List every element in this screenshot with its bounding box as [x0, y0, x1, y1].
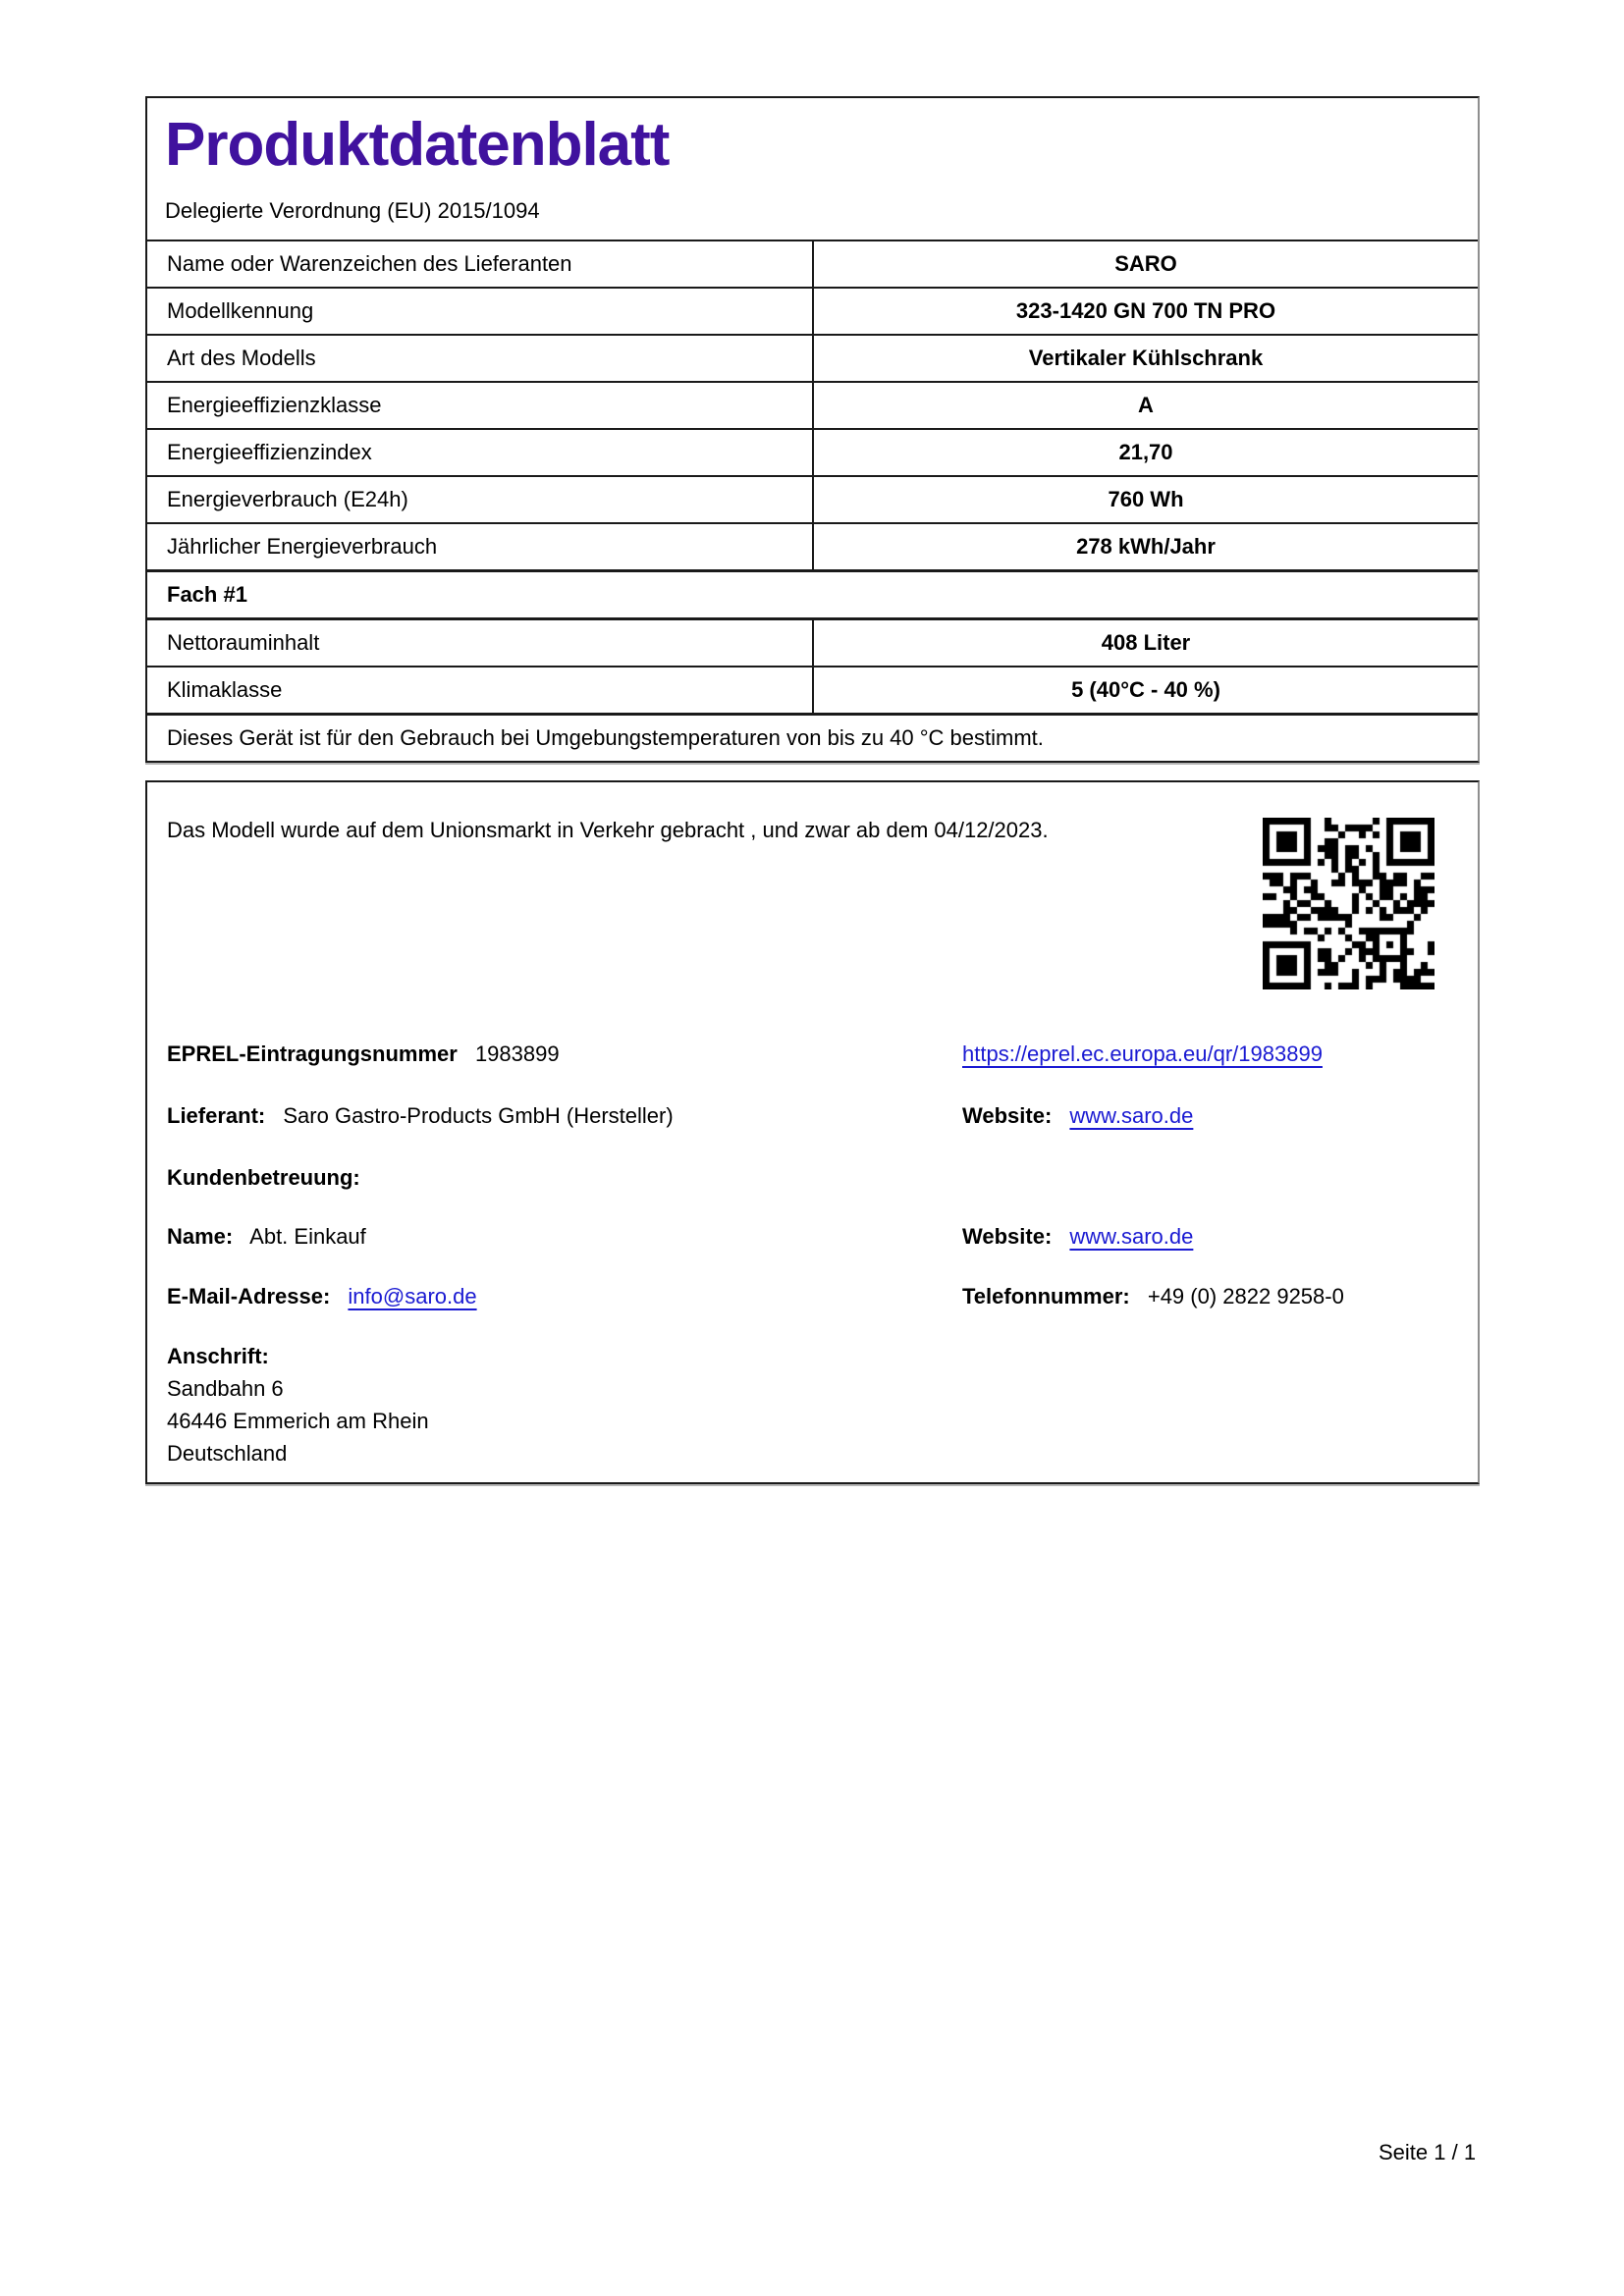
phone-label: Telefonnummer: [962, 1284, 1130, 1308]
supplier-label: Lieferant: [167, 1103, 266, 1128]
section-header-row [147, 569, 1478, 617]
row-label: Energieverbrauch (E24h) [147, 477, 814, 522]
row-value: A [1138, 393, 1154, 418]
address-label: Anschrift: [167, 1344, 269, 1368]
table-row [147, 428, 1478, 475]
row-label: Energieeffizienzklasse [147, 383, 814, 428]
address-row [167, 1344, 1460, 1369]
email-label: E-Mail-Adresse: [167, 1284, 331, 1308]
contact-name-value: Abt. Einkauf [249, 1224, 366, 1249]
row-label: Energieeffizienzindex [147, 430, 814, 475]
email-row [167, 1284, 1460, 1309]
row-value: 5 (40°C - 40 %) [1071, 677, 1220, 703]
row-value: Vertikaler Kühlschrank [1028, 346, 1264, 371]
supplier-row [167, 1103, 1460, 1129]
customer-service-label: Kundenbetreuung: [167, 1165, 360, 1190]
table-row [147, 334, 1478, 381]
address-line: 46446 Emmerich am Rhein [167, 1409, 429, 1433]
row-label: Klimaklasse [147, 667, 814, 713]
email-link[interactable]: info@saro.de [348, 1284, 477, 1308]
row-value: 408 Liter [1101, 630, 1191, 656]
row-value: 323-1420 GN 700 TN PRO [1015, 298, 1276, 324]
row-value: 21,70 [1118, 440, 1173, 465]
regulation-subtitle: Delegierte Verordnung (EU) 2015/1094 [165, 198, 540, 224]
row-value: 278 kWh/Jahr [1076, 534, 1216, 560]
table-row [147, 666, 1478, 713]
section-header-label: Fach #1 [167, 582, 247, 608]
table-row [147, 287, 1478, 334]
website-link[interactable]: www.saro.de [1069, 1103, 1194, 1128]
page-number: Seite 1 / 1 [1379, 2140, 1477, 2164]
table-row [147, 240, 1478, 287]
row-value: SARO [1114, 251, 1177, 277]
website-link[interactable]: www.saro.de [1069, 1224, 1194, 1249]
product-datasheet-panel [145, 96, 1480, 763]
eprel-qr-link[interactable]: https://eprel.ec.europa.eu/qr/1983899 [962, 1041, 1323, 1066]
supplier-name: Saro Gastro-Products GmbH (Hersteller) [283, 1103, 674, 1128]
ambient-note-text: Dieses Gerät ist für den Gebrauch bei Umgebungstemperaturen von bis zu 40 °C bestimmt. [167, 725, 1044, 751]
page-title: Produktdatenblatt [165, 111, 670, 179]
eprel-label: EPREL-Eintragungsnummer [167, 1041, 458, 1066]
row-label: Name oder Warenzeichen des Lieferanten [147, 241, 814, 287]
row-label: Nettorauminhalt [147, 620, 814, 666]
table-row [147, 522, 1478, 569]
website-label: Website: [962, 1103, 1053, 1128]
phone-value: +49 (0) 2822 9258-0 [1147, 1284, 1344, 1308]
eprel-row [167, 1041, 1460, 1067]
customer-service-row [167, 1165, 1460, 1191]
row-label: Art des Modells [147, 336, 814, 381]
contact-name-label: Name: [167, 1224, 234, 1249]
row-value: 760 Wh [1108, 487, 1184, 512]
ambient-note-row [147, 713, 1478, 761]
qr-code-icon [1263, 818, 1435, 989]
supplier-info-panel [145, 780, 1480, 1484]
address-line: Sandbahn 6 [167, 1376, 284, 1401]
table-row [147, 617, 1478, 666]
datasheet-header [147, 98, 1478, 240]
website-label: Website: [962, 1224, 1053, 1249]
market-placement-text: Das Modell wurde auf dem Unionsmarkt in Verkehr gebracht , und zwar ab dem 04/12/2023. [167, 818, 1049, 842]
table-row [147, 475, 1478, 522]
row-label: Modellkennung [147, 289, 814, 334]
row-label: Jährlicher Energieverbrauch [147, 524, 814, 569]
eprel-number: 1983899 [474, 1041, 560, 1066]
table-row [147, 381, 1478, 428]
qr-code-wrap [1263, 818, 1435, 989]
address-line: Deutschland [167, 1441, 288, 1466]
contact-name-row [167, 1224, 1460, 1250]
